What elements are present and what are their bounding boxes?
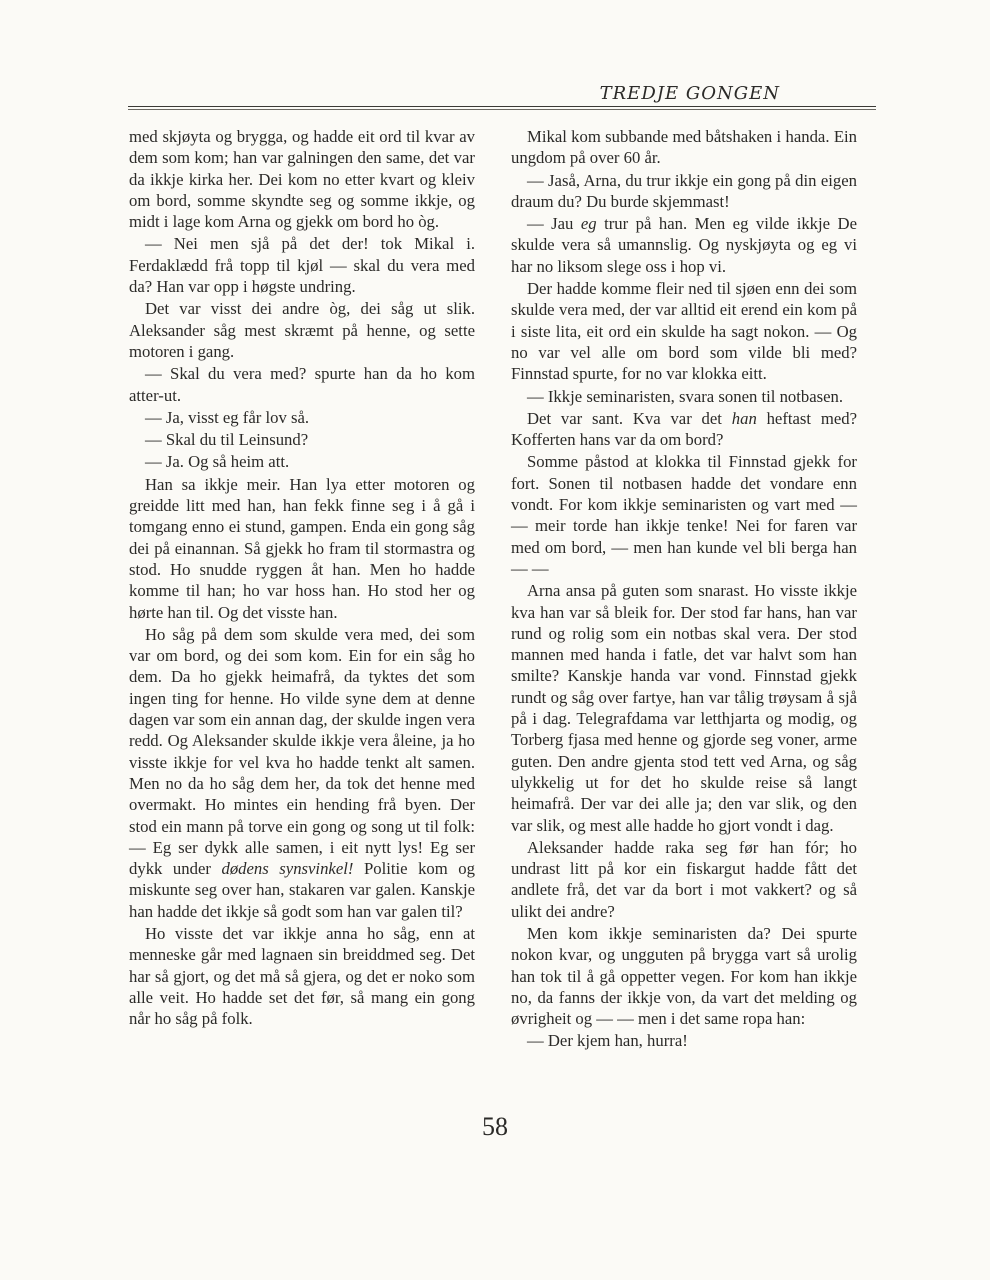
paragraph xyxy=(511,213,857,277)
header-rule xyxy=(128,106,876,107)
paragraph: Han sa ikkje meir. Han lya etter motoren og greidde litt med han, han fekk finne seg i å gå i tomgang enno ei stund, gampen. Enda ein gong såg dei på einannan. Så gjekk ho fram til stormastra og stod. Ho snudde ryggen åt han. Men ho hadde komme til han; ho var hoss han. Ho stod her og hørte han til. Og det visste han. xyxy=(129,474,475,622)
paragraph-text: trur på han. Men eg vilde ikkje De skulde vera så umannslig. Og nyskjøyta og eg vi har no liksom slege oss i hop vi. xyxy=(511,214,857,276)
paragraph: Der hadde komme fleir ned til sjøen enn dei som skulde vera med, der var alltid eit erend ein kom på i siste lita, eit ord ein skulde ha sagt nokon. — Og no var vel alle om bord som vilde bli med? Finnstad spurte, for no var klokka eitt. xyxy=(511,279,857,384)
paragraph-text: Det var sant. Kva var det xyxy=(527,408,732,428)
paragraph: — Nei men sjå på det der! tok Mikal i. Ferdaklædd frå topp til kjøl — skal du vera med da? Han var opp i høgste undring. xyxy=(129,234,475,297)
paragraph: Mikal kom subbande med båtshaken i handa. Ein ungdom på over 60 år. xyxy=(511,127,857,168)
paragraph: Aleksander hadde raka seg før han fór; ho undrast litt på kor ein fiskargut hadde fått det andlete frå, det var da bort i mot vakkert? og så ulikt dei andre? xyxy=(511,837,857,921)
paragraph: Det var visst dei andre òg, dei såg ut slik. Aleksander såg mest skræmt på henne, og sette motoren i gang. xyxy=(129,299,475,361)
header-rule-secondary xyxy=(128,109,876,110)
emphasis-text: dødens synsvinkel! xyxy=(221,859,354,879)
paragraph-text: Politie kom og miskunte seg over han, stakaren var galen. Kanskje han hadde det ikkje så godt som han var galen til? xyxy=(129,859,475,921)
paragraph xyxy=(511,408,857,451)
paragraph: Somme påstod at klokka til Finnstad gjekk for fort. Sonen til notbasen hadde det vondare enn vondt. For kom ikkje seminaristen og vart med — — meir torde han ikkje tenke! Nei for faren var med om bord, — men han kunde vel bli berga han — — xyxy=(511,452,857,578)
paragraph: — Skal du vera med? spurte han da ho kom atter-ut. xyxy=(129,364,475,405)
emphasis-text: eg xyxy=(580,214,597,234)
emphasis-text: han xyxy=(731,408,757,428)
paragraph-text: heftast med? Kofferten hans var da om bord? xyxy=(511,408,857,450)
paragraph: — Ja, visst eg får lov så. xyxy=(145,407,310,427)
paragraph: med skjøyta og brygga, og hadde eit ord til kvar av dem som kom; han var galningen den same, det var da ikkje kirka her. Dei kom no etter kvart og kleiv om bord, somme skyndte seg og somme ikkje, og midt i lage kom Arna og gjekk om bord ho òg. xyxy=(129,127,475,232)
paragraph xyxy=(129,624,475,922)
paragraph: Men kom ikkje seminaristen da? Dei spurte nokon kvar, og ungguten på brygga vart så urolig han tok til å gå oppetter vegen. For kom han ikkje no, da fanns der ikkje von, da vart det melding og øvrigheit og — — men i det same ropa han: xyxy=(511,923,857,1029)
paragraph: — Jaså, Arna, du trur ikkje ein gong på din eigen draum du? Du burde skjemmast! xyxy=(511,170,857,211)
paragraph: Ho visste det var ikkje anna ho såg, enn at menneske går med lagnaen sin breiddmed seg. Det har så gjort, og det må så gjera, og det er noko som alle veit. Ho hadde set det før, så mang ein gong når ho såg på folk. xyxy=(129,923,475,1029)
paragraph: — Ikkje seminaristen, svara sonen til notbasen. xyxy=(527,386,844,406)
paragraph-text: — Jau xyxy=(527,214,581,234)
paragraph: Arna ansa på guten som snarast. Ho visste ikkje kva han var så bleik for. Der stod far hans, han var rund og rolig som ein notbas skal vera. Der stod mannen med handa i fatle, det var halvt som han smilte? Kanskje handa var vond. Finnstad gjekk rundt og såg over fartye, han var tålig trøysam å sjå på i dag. Telegrafdama var letthjarta og modig, og Torberg fjasa med henne og gjorde seg voner, arme guten. Den andre gjenta stod tett ved Arna, og såg ulykkelig ut for det ho skulde reise så langt heimafrå. Der var dei alle ja; den var slik, og den var slik, og mest alle hadde ho gjort vondt i dag. xyxy=(511,581,857,835)
running-head: TREDJE GONGEN xyxy=(599,83,780,104)
page-number: 58 xyxy=(482,1112,508,1141)
left-column xyxy=(129,126,475,1029)
paragraph: — Der kjem han, hurra! xyxy=(527,1031,688,1051)
paragraph: — Ja. Og så heim att. xyxy=(145,452,290,472)
paragraph: — Skal du til Leinsund? xyxy=(145,430,309,450)
paragraph-text: Ho såg på dem som skulde vera med, dei som var om bord, og dei som kom. Ein for ein såg ho dem. Da ho gjekk heimafrå, da tyktes det som ingen ting for henne. Ho vilde syne dem at denne dagen var som ein annan dag, der skulde ingen vera redd. Og Aleksander skulde ikkje vera åleine, ja ho visste ikkje for vel kva ho hadde tenkt alt samen. Men no da ho såg dem her, da tok det henne med overmakt. Ho mintes ein hending frå byen. Der stod ein mann på torve ein gong og song ut til folk: — Eg ser dykk alle samen, i eit nytt lys! Eg ser dykk under xyxy=(129,624,475,879)
right-column xyxy=(511,126,857,1052)
